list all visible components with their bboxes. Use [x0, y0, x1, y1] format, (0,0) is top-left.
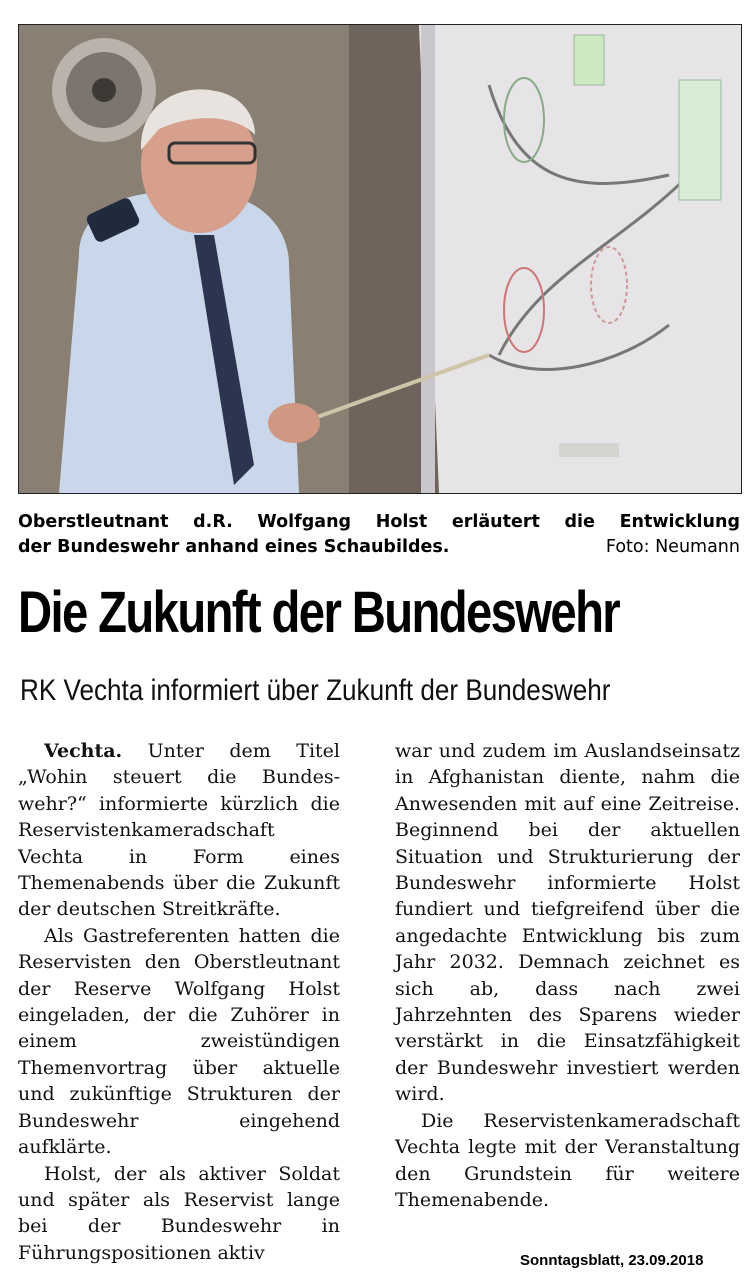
caption-line-2-row	[18, 535, 740, 560]
article-column-2	[395, 738, 740, 1213]
photo-credit: Foto: Neumann	[605, 537, 740, 557]
paragraph-4: Die Reservistenkameradschaft Vechta legte mit der Veranstaltung den Grundstein für weitere Themenabende.	[395, 1109, 740, 1211]
dateline: Vechta.	[44, 740, 123, 762]
paragraph-1	[18, 738, 340, 923]
photo-caption	[18, 510, 740, 560]
source-line: Sonntagsblatt, 23.09.2018	[520, 1252, 704, 1269]
paragraph-2: Als Gastreferenten hatten die Reservisten den Oberstleutnant der Reserve Wolfgang Holst eingeladen, der die Zuhörer in einem zweistündigen Themenvortrag über aktuelle und zukünftige Strukturen der Bundeswehr eingehend aufklärte.	[18, 924, 340, 1159]
subheadline: RK Vechta informiert über Zukunft der Bundeswehr	[20, 674, 611, 707]
caption-line-1: Oberstleutnant d.R. Wolfgang Holst erläutert die Entwicklung	[18, 512, 740, 532]
paragraph-3-continued: war und zudem im Auslandseinsatz in Afghanistan diente, nahm die Anwesenden mit auf eine Zeitreise. Beginnend bei der aktuellen Situation und Strukturierung der Bundeswehr informierte Holst fundiert und tiefgreifend über die angedachte Entwicklung bis zum Jahr 2032. Demnach zeichnet es sich ab, dass nach zwei Jahrzehnten des Sparens wieder verstärkt in die Einsatzfähigkeit der Bundeswehr investiert werden wird.	[395, 740, 740, 1106]
presentation-photo-icon	[19, 25, 741, 493]
headline: Die Zukunft der Bundeswehr	[18, 580, 620, 645]
article-column-1	[18, 738, 340, 1266]
paragraph-3: Holst, der als aktiver Soldat und später als Reservist lange bei der Bundeswehr in Führungspositionen aktiv	[18, 1162, 340, 1264]
caption-line-2: der Bundeswehr anhand eines Schaubildes.	[18, 537, 450, 557]
article-photo	[18, 24, 742, 494]
paragraph-1-text: Unter dem Titel „Wohin steuert die Bundeswehr?“ informierte kürzlich die Reservistenkameradschaft Vechta in Form eines Themenabends über die Zukunft der deutschen Streitkräfte.	[18, 740, 340, 921]
